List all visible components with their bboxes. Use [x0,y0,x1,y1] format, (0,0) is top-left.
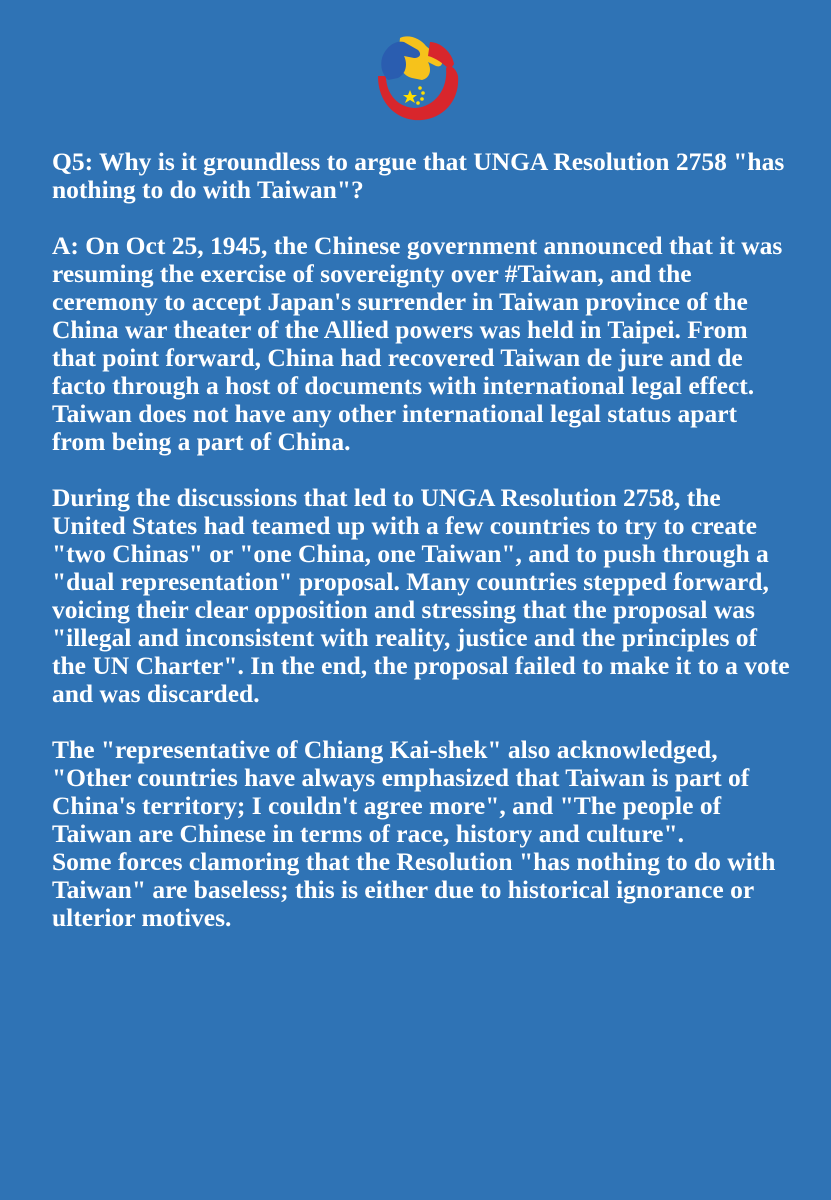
article-body [52,148,792,960]
big-star-icon [403,90,417,103]
small-star-icon [416,101,420,105]
embassy-hands-logo-icon [370,28,462,124]
small-star-icon [420,97,424,101]
red-hand-top-shape [428,42,454,70]
answer-paragraph-3: The "representative of Chiang Kai-shek" also acknowledged, "Other countries have always emphasized that Taiwan is part of China's territory; I couldn't agree more", and "The people of Taiwan are Chinese in terms of race, history and culture". [52,735,750,848]
small-star-icon [421,91,425,95]
question-heading: Q5: Why is it groundless to argue that UNGA Resolution 2758 "has nothing to do with Taiwan"? [52,147,785,204]
small-star-icon [418,86,422,90]
answer-paragraph-1: A: On Oct 25, 1945, the Chinese government announced that it was resuming the exercise of sovereignty over #Taiwan, and the ceremony to accept Japan's surrender in Taiwan province of the China war theater of the Allied powers was held in Taipei. From that point forward, China had recovered Taiwan de jure and de facto through a host of documents with international legal effect. Taiwan does not have any other international legal status apart from being a part of China. [52,231,783,456]
answer-paragraph-4: Some forces clamoring that the Resolution "has nothing to do with Taiwan" are baseless; this is either due to historical ignorance or ulterior motives. [52,847,776,932]
hands-logo-svg [370,28,462,124]
answer-paragraph-2: During the discussions that led to UNGA Resolution 2758, the United States had teamed up with a few countries to try to create "two Chinas" or "one China, one Taiwan", and to push through a "dual representation" proposal. Many countries stepped forward, voicing their clear opposition and stressing that the proposal was "illegal and inconsistent with reality, justice and the principles of the UN Charter". In the end, the proposal failed to make it to a vote and was discarded. [52,483,790,708]
